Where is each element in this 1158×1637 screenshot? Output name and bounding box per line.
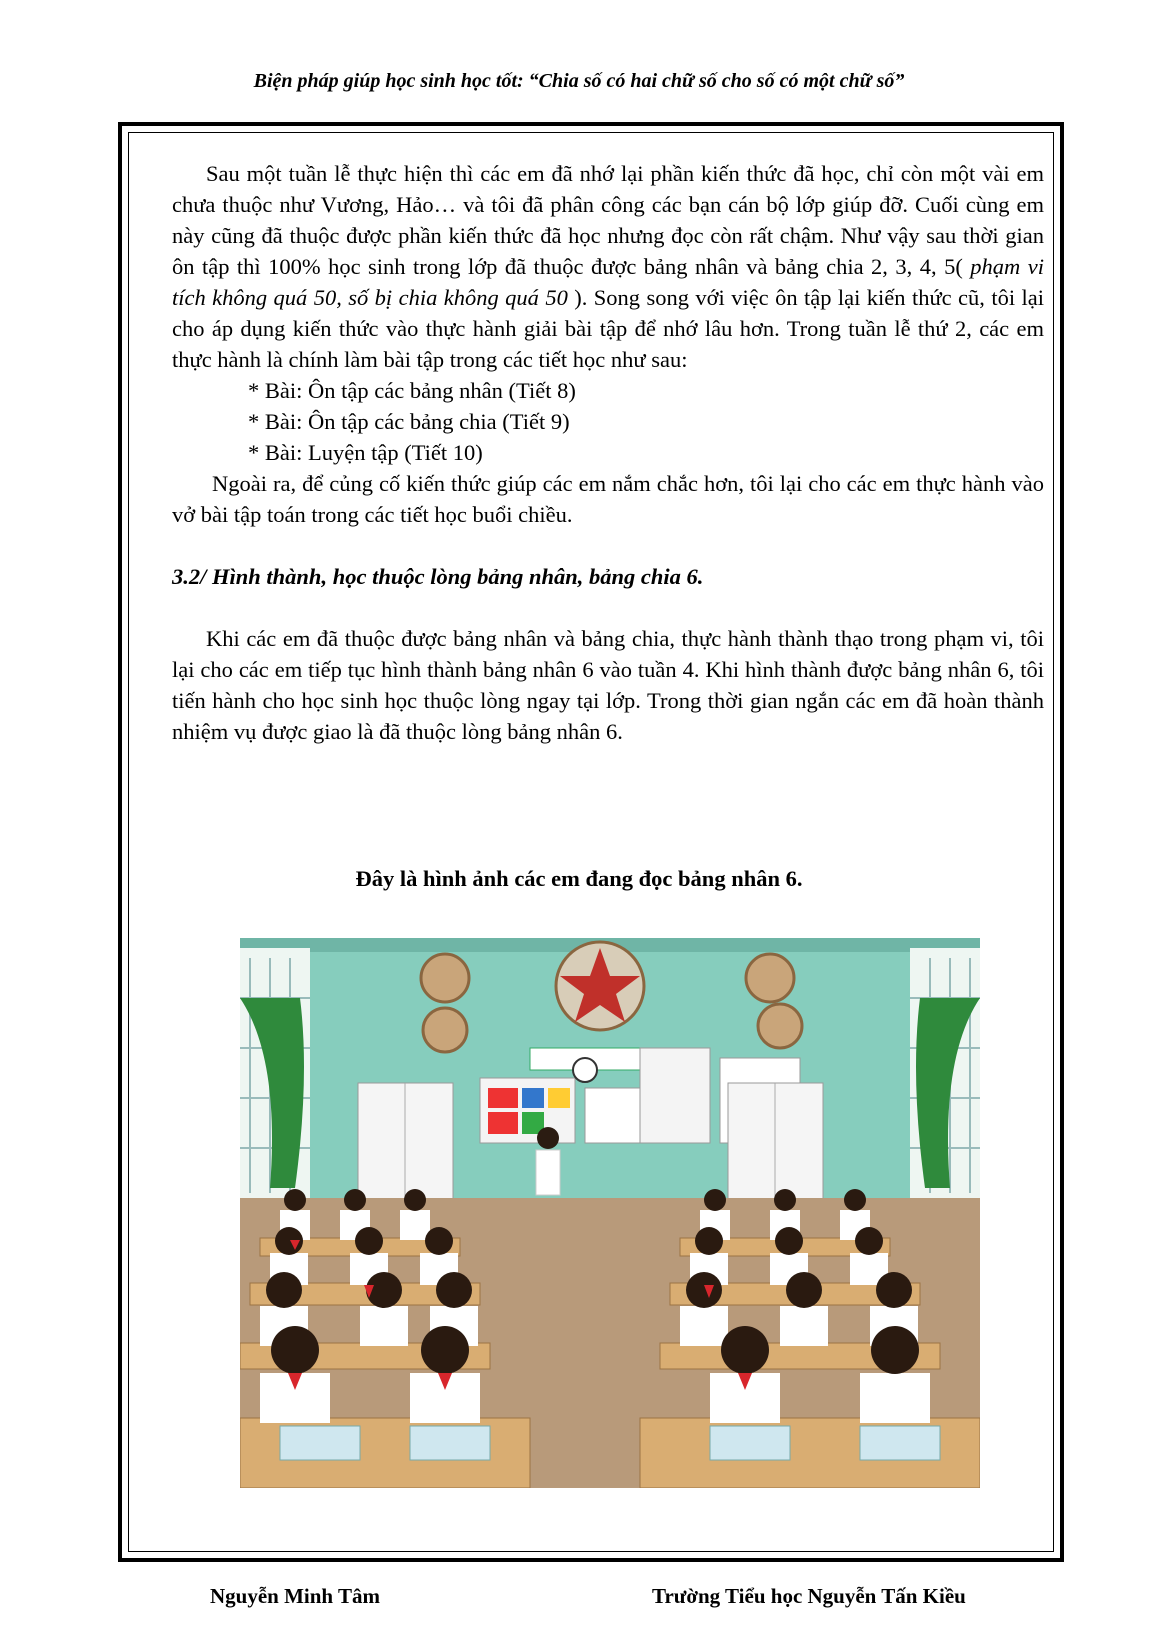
paragraph-3: Khi các em đã thuộc được bảng nhân và bảng chia, thực hành thành thạo trong phạm vi, tôi lại cho các em tiếp tục hình thành bảng nhân 6 vào tuần 4. Khi hình thành được bảng nhân 6, tôi tiến hành cho học sinh học thuộc lòng ngay tại lớp. Trong thời gian ngắn các em đã hoàn thành nhiệm vụ được giao là đã thuộc lòng bảng nhân 6.: [172, 626, 1044, 744]
paragraph-1-italic: phạm vi tích không quá 50, số bị chia không quá 50: [172, 254, 1044, 310]
lesson-list-item: * Bài: Ôn tập các bảng chia (Tiết 9): [248, 409, 570, 434]
lesson-list-item: * Bài: Ôn tập các bảng nhân (Tiết 8): [248, 378, 576, 403]
classroom-photo: [240, 938, 980, 1488]
classroom-illustration: [240, 938, 980, 1488]
section-heading: 3.2/ Hình thành, học thuộc lòng bảng nhân, bảng chia 6.: [172, 564, 704, 589]
footer-author: Nguyễn Minh Tâm: [210, 1584, 380, 1608]
paragraph-1-part-b: ). Song song với việc ôn tập lại kiến thức cũ, tôi lại cho áp dụng kiến thức vào thực hành giải bài tập để nhớ lâu hơn. Trong tuần lễ thứ 2, các em thực hành là chính làm bài tập trong các tiết học như sau:: [172, 285, 1044, 372]
paragraph-1-part-a: Sau một tuần lễ thực hiện thì các em đã nhớ lại phần kiến thức đã học, chỉ còn một vài em chưa thuộc như Vương, Hảo… và tôi đã phân công các bạn cán bộ lớp giúp đỡ. Cuối cùng em này cũng đã thuộc được phần kiến thức đã học nhưng đọc còn rất chậm. Như vậy sau thời gian ôn tập thì 100% học sinh trong lớp đã thuộc được bảng nhân và bảng chia 2, 3, 4, 5(: [172, 161, 1044, 279]
lesson-list-item: * Bài: Luyện tập (Tiết 10): [248, 440, 483, 465]
paragraph-2: Ngoài ra, để củng cố kiến thức giúp các em nắm chắc hơn, tôi lại cho các em thực hành vào vở bài tập toán trong các tiết học buổi chiều.: [172, 471, 1044, 527]
photo-caption: Đây là hình ảnh các em đang đọc bảng nhân 6.: [355, 866, 803, 891]
document-body: [172, 158, 1044, 747]
paragraph-1: [172, 158, 1044, 375]
page-header: Biện pháp giúp học sinh học tốt: “Chia số có hai chữ số cho số có một chữ số”: [253, 70, 905, 92]
footer-school: Trường Tiểu học Nguyễn Tấn Kiều: [652, 1584, 966, 1608]
